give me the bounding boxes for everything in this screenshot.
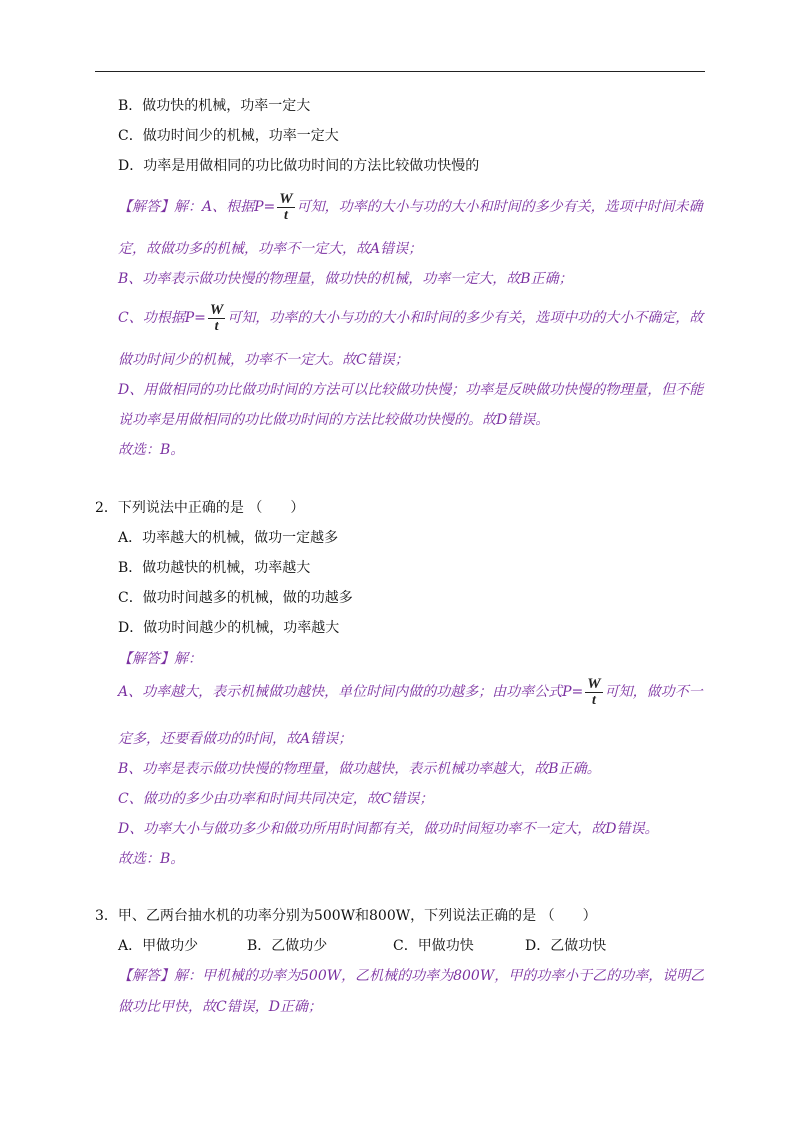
solution-1-line-3: B、功率表示做功快慢的物理量，做功快的机械，功率一定大，故B正确； [118,271,573,287]
q3-option-b: B．乙做功少 [247,938,328,954]
solution-1-line-5: 做功时间少的机械，功率不一定大。故C错误； [118,352,409,368]
solution-2-head: 【解答】解： [118,651,202,667]
solution-1-line-6: D、用做相同的功比做功时间的方法可以比较做功快慢；功率是反映做功快慢的物理量，但不能 [118,382,704,398]
q3-option-d: D．乙做功快 [525,938,607,954]
question-3-stem: 3．甲、乙两台抽水机的功率分别为500W和800W，下列说法正确的是 （ ） [95,908,597,924]
solution-2-line-1: A、功率越大，表示机械做功越快，单位时间内做的功越多；由功率公式P= $\frac{W}{t}$ 可知，做功不一 [118,675,703,708]
q2-option-a: A．功率越大的机械，做功一定越多 [118,530,339,546]
q3-option-c: C．甲做功快 [393,938,474,954]
solution-3-line-2: 做功比甲快，故C错误，D正确； [118,999,322,1015]
solution-1-line-8: 故选：B。 [118,442,185,458]
solution-2-line-3: B、功率是表示做功快慢的物理量，做功越快，表示机械功率越大，故B正确。 [118,761,601,777]
solution-1-line-1: 【解答】解：A、根据P= $\frac{W}{t}$ 可知，功率的大小与功的大小和时间的多少有关，选项中时间未确 [118,190,703,223]
solution-2-line-5: D、功率大小与做功多少和做功所用时间都有关，做功时间短功率不一定大，故D错误。 [118,821,659,837]
power-formula: $\frac{W}{t}$ [209,301,224,334]
solution-2-line-2: 定多，还要看做功的时间，故A错误； [118,731,353,747]
answer-tag: 【解答】 [118,199,174,215]
power-formula: $\frac{W}{t}$ [587,675,601,708]
q3-option-a: A．甲做功少 [118,938,199,954]
q2-option-b: B．做功越快的机械，功率越大 [118,560,311,576]
solution-2-line-4: C、做功的多少由功率和时间共同决定，故C错误； [118,791,434,807]
solution-1-line-2: 定，故做功多的机械，功率不一定大，故A错误； [118,241,423,257]
solution-1-line-7: 说功率是用做相同的功比做功时间的方法比较做功快慢的。故D错误。 [118,412,550,428]
q2-option-c: C．做功时间越多的机械，做的功越多 [118,590,353,606]
solution-3-line-1: 【解答】解：甲机械的功率为500W，乙机械的功率为800W，甲的功率小于乙的功率，说明乙 [118,968,705,984]
power-formula: $\frac{W}{t}$ [279,190,293,223]
header-rule [95,71,705,72]
option-b: B．做功快的机械，功率一定大 [118,98,311,114]
solution-2-line-6: 故选：B。 [118,851,185,867]
q2-option-d: D．做功时间越少的机械，功率越大 [118,620,340,636]
answer-tag: 【解答】 [118,968,174,984]
option-c: C．做功时间少的机械，功率一定大 [118,128,339,144]
answer-tag: 【解答】 [118,651,174,667]
option-d: D．功率是用做相同的功比做功时间的方法比较做功快慢的 [118,158,480,174]
solution-1-line-4: C、功根据P= $\frac{W}{t}$ 可知，功率的大小与功的大小和时间的多少有关，选项中功的大小不确定，故 [118,301,704,334]
question-2-stem: 2．下列说法中正确的是 （ ） [95,500,305,516]
